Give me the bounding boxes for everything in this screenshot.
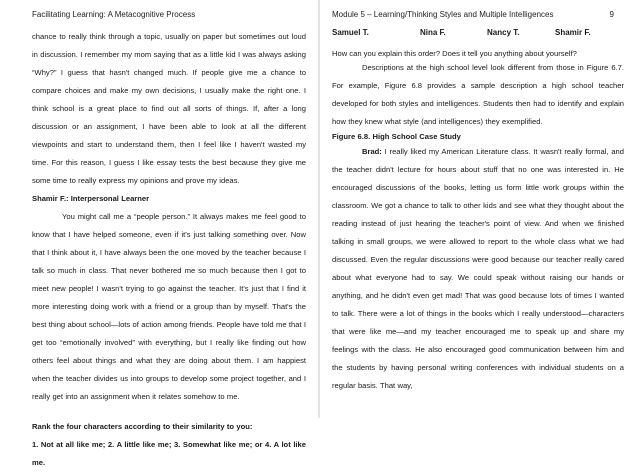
reflection-question: How can you explain this order? Does it tell you anything about yourself? xyxy=(332,49,577,58)
paragraph-spacer xyxy=(32,406,306,418)
page-number: 9 xyxy=(609,10,614,19)
right-page-body xyxy=(332,59,624,395)
name-samuel: Samuel T. xyxy=(332,28,369,37)
name-nancy: Nancy T. xyxy=(487,28,520,37)
section-heading-shamir: Shamir F.: Interpersonal Learner xyxy=(32,194,150,203)
page-divider xyxy=(318,0,320,418)
name-nina: Nina F. xyxy=(420,28,446,37)
left-page-body xyxy=(32,28,306,472)
rank-instruction: Rank the four characters according to their similarity to you: xyxy=(32,422,253,431)
case-study-paragraph xyxy=(332,143,624,395)
case-speaker: Brad: xyxy=(362,147,382,156)
rank-scale: 1. Not at all like me; 2. A little like me; 3. Somewhat like me; or 4. A lot like me. xyxy=(32,440,306,467)
continued-paragraph: chance to really think through a topic, usually on paper but sometimes out loud in discussion. I remember my mom saying that as a little kid I was always asking “Why?” I guess that hasn't changed much. If people give me a chance to compare choices and make my own decisions, I usually make the right one. I think school is a great place to find out all sorts of things. If, after a long discussion or an assignment, I have been able to look at all the different viewpoints and start to understand them, then I feel like I haven't wasted my time. For this reason, I guess I like essay tests the best because they give me some time to really express my opinions and prove my ideas. xyxy=(32,32,306,185)
left-header-title: Facilitating Learning: A Metacognitive Process xyxy=(32,10,196,19)
right-page-header xyxy=(332,10,624,24)
figure-title: Figure 6.8. High School Case Study xyxy=(332,132,461,141)
case-text: I really liked my American Literature class. It wasn't really formal, and the teacher didn't lecture for hours about stuff that no one was interested in. He encouraged discussions of the books, letting us form little work groups within the classroom. We got a chance to talk to other kids and see what they thought about the reading instead of just hearing the teacher's point of view. And when we finished talking in small groups, we were allowed to report to the whole class what we had discussed. Even the regular discussions were good because our teacher really cared about what everyone had to say. We could speak without raising our hands or anything, and he didn't even get mad! That was good because lots of times I wanted to talk. There were a lot of things in the books which I really understood—characters that were like me—and my teacher encouraged me to speak up and share my feelings with the class. He also encouraged good communication between him and the students by having personal writing conferences with individual students on a regular basis. That way, xyxy=(332,147,624,390)
left-page-header xyxy=(32,10,306,24)
ranking-names-row xyxy=(332,28,624,44)
right-header-title: Module 5 – Learning/Thinking Styles and Multiple Intelligences xyxy=(332,10,554,19)
shamir-paragraph: You might call me a “people person.” It always makes me feel good to know that I have helped someone, even if it's just talking something over. Now that I think about it, I have always been the one moved by the teacher because I talk so much in class. That never bothered me so much because then I got to meet new people! I wasn't trying to go against the teacher. It's just that I find it more interesting doing work with a friend or a group than by myself. That's the best thing about school—lots of action among friends. People have told me that I get too “emotionally involved” with everything, but I really like finding out how others feel about things and what they are doing about them. I am happiest when the teacher divides us into groups to develop some project together, and I really get into an assignment when it relates somehow to me. xyxy=(32,212,306,401)
intro-paragraph: Descriptions at the high school level look different from those in Figure 6.7. For example, Figure 6.8 provides a sample description a high school teacher developed for both styles and intelligences. Students then had to identify and explain how they knew what style (and intelligences) they exemplified. xyxy=(332,63,624,126)
left-page xyxy=(0,0,316,467)
name-shamir: Shamir F. xyxy=(555,28,591,37)
right-page xyxy=(322,0,638,418)
